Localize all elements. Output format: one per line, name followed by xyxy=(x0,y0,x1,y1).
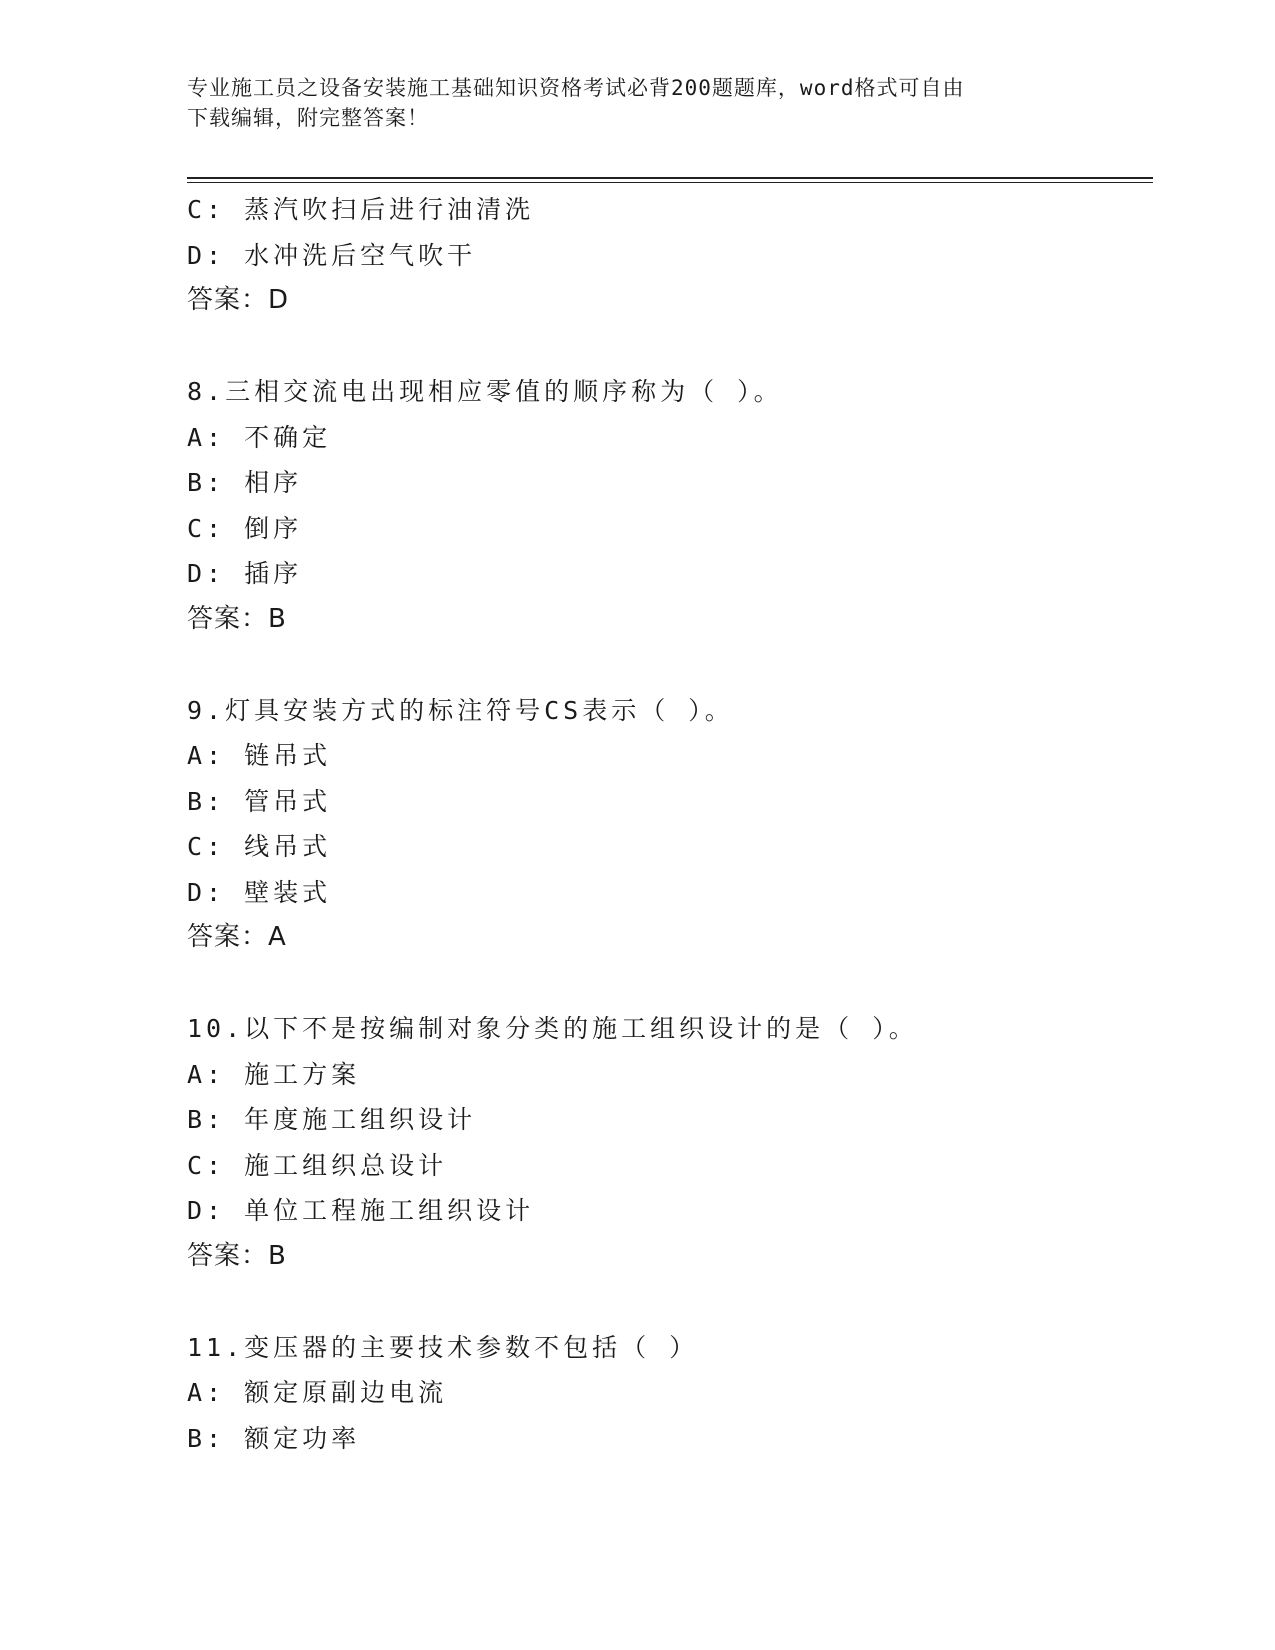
spacer xyxy=(187,961,1147,1007)
header-line-1: 专业施工员之设备安装施工基础知识资格考试必背200题题库，word格式可自由 xyxy=(187,76,965,100)
q9-stem: 9.灯具安装方式的标注符号CS表示（ ）。 xyxy=(187,695,734,725)
document-header xyxy=(187,73,1067,133)
q9-option-b: B: 管吊式 xyxy=(187,786,332,816)
q10-option-c: C: 施工组织总设计 xyxy=(187,1150,448,1180)
q10-option-b: B: 年度施工组织设计 xyxy=(187,1105,477,1134)
spacer xyxy=(187,642,1147,688)
q11-stem: 11.变压器的主要技术参数不包括（ ） xyxy=(187,1332,699,1362)
header-line-2: 下载编辑，附完整答案！ xyxy=(187,106,429,130)
q7-option-c: C: 蒸汽吹扫后进行油清洗 xyxy=(187,195,535,224)
q8-option-c: C: 倒序 xyxy=(187,513,303,543)
q9-option-c: C: 线吊式 xyxy=(187,832,332,861)
q8-option-a: A: 不确定 xyxy=(187,422,332,452)
question-list xyxy=(187,187,1147,1461)
q9-option-a: A: 链吊式 xyxy=(187,741,332,770)
q9-option-d: D: 壁装式 xyxy=(187,877,332,907)
q11-option-a: A: 额定原副边电流 xyxy=(187,1378,448,1407)
q7-option-d: D: 水冲洗后空气吹干 xyxy=(187,240,477,270)
q10-stem: 10.以下不是按编制对象分类的施工组织设计的是（ ）。 xyxy=(187,1014,918,1043)
spacer xyxy=(187,1279,1147,1325)
q8-option-b: B: 相序 xyxy=(187,468,303,497)
spacer xyxy=(187,324,1147,370)
q8-answer: 答案：B xyxy=(187,603,287,634)
q11-option-b: B: 额定功率 xyxy=(187,1423,361,1453)
q10-answer: 答案：B xyxy=(187,1240,287,1271)
q7-answer: 答案：D xyxy=(187,285,290,315)
q8-option-d: D: 插序 xyxy=(187,559,303,588)
q10-option-a: A: 施工方案 xyxy=(187,1059,361,1089)
header-divider-thick xyxy=(187,177,1153,179)
q9-answer: 答案：A xyxy=(187,922,287,952)
q10-option-d: D: 单位工程施工组织设计 xyxy=(187,1196,535,1225)
header-divider-thin xyxy=(187,182,1153,183)
q8-stem: 8.三相交流电出现相应零值的顺序称为（ ）。 xyxy=(187,377,783,406)
